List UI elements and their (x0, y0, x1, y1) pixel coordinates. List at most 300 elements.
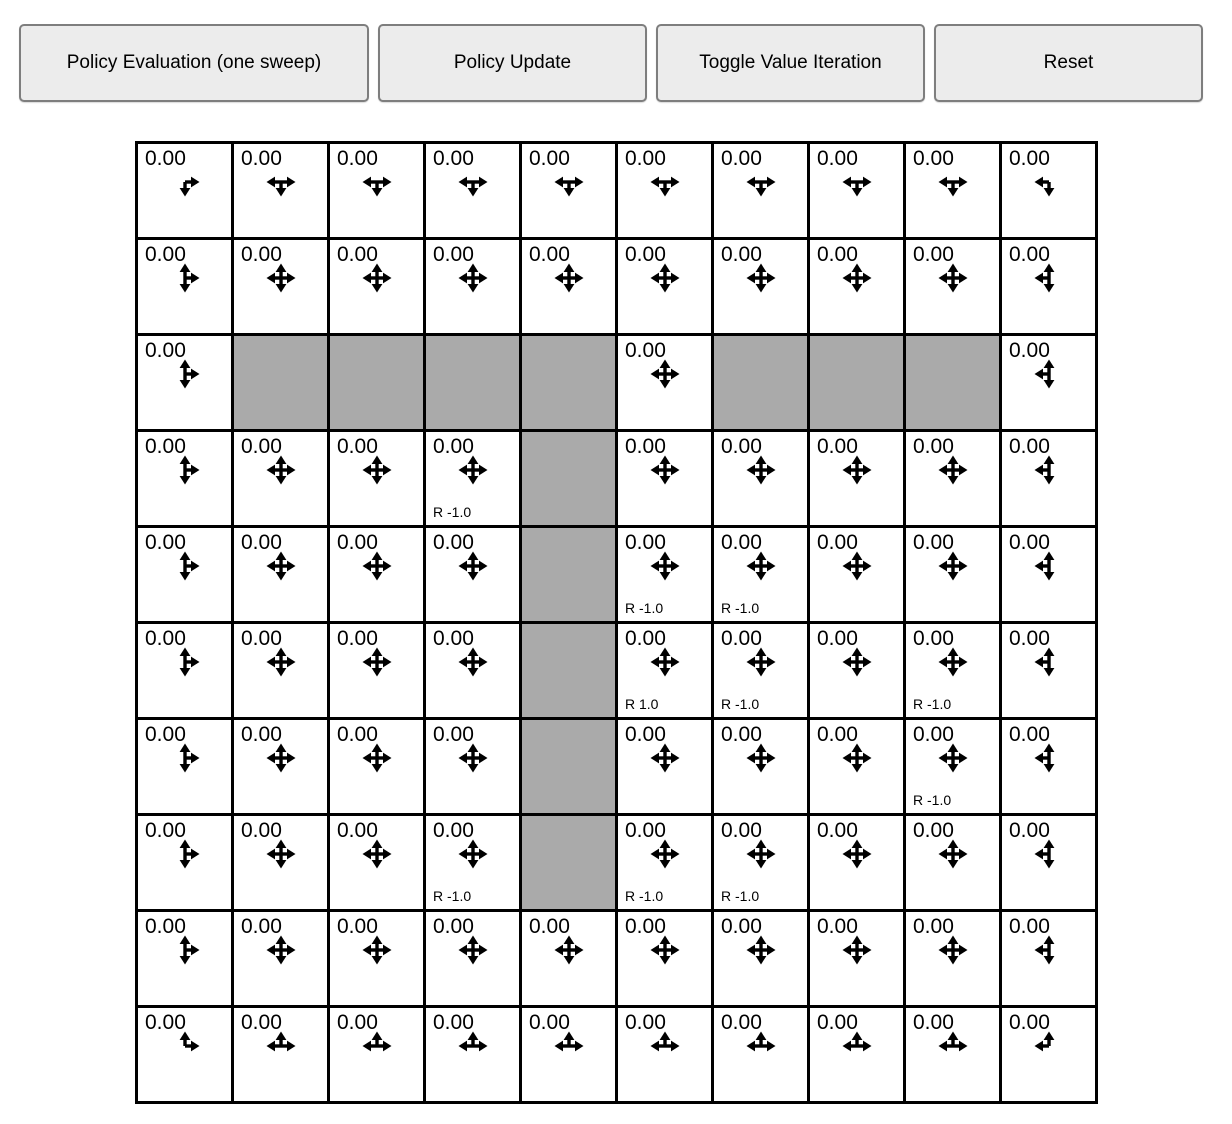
grid-cell-4-9[interactable] (1002, 528, 1095, 621)
policy-arrows (138, 262, 231, 294)
grid-cell-9-4[interactable] (522, 1008, 615, 1101)
policy-arrows (1002, 838, 1095, 870)
policy-arrow-udlr-icon (649, 838, 681, 870)
policy-arrow-udlr-icon (265, 934, 297, 966)
grid-cell-4-3[interactable] (426, 528, 519, 621)
policy-arrow-udlr-icon (457, 262, 489, 294)
policy-arrow-udlr-icon (937, 838, 969, 870)
grid-cell-4-1[interactable] (234, 528, 327, 621)
policy-arrows (1002, 262, 1095, 294)
policy-arrows (714, 934, 807, 966)
state-value: 0.00 (145, 723, 186, 746)
state-value: 0.00 (721, 627, 762, 650)
state-value: 0.00 (913, 915, 954, 938)
policy-arrow-ldr-icon (841, 166, 873, 198)
wall-cell-6-4 (522, 720, 615, 813)
grid-cell-5-7[interactable] (810, 624, 903, 717)
policy-arrow-udr-icon (169, 454, 201, 486)
policy-arrow-udl-icon (1033, 934, 1065, 966)
policy-arrow-udlr-icon (937, 646, 969, 678)
grid-cell-9-0[interactable] (138, 1008, 231, 1101)
policy-arrows (714, 166, 807, 198)
state-value: 0.00 (337, 627, 378, 650)
policy-arrow-udlr-icon (361, 934, 393, 966)
state-value: 0.00 (337, 435, 378, 458)
state-value: 0.00 (721, 435, 762, 458)
grid-cell-0-1[interactable] (234, 144, 327, 237)
policy-arrows (234, 646, 327, 678)
state-value: 0.00 (337, 243, 378, 266)
state-value: 0.00 (433, 627, 474, 650)
state-value: 0.00 (721, 915, 762, 938)
state-value: 0.00 (625, 243, 666, 266)
policy-arrows (810, 742, 903, 774)
grid-cell-9-7[interactable] (810, 1008, 903, 1101)
grid-cell-8-7[interactable] (810, 912, 903, 1005)
grid-cell-0-2[interactable] (330, 144, 423, 237)
policy-arrows (1002, 550, 1095, 582)
state-value: 0.00 (1009, 435, 1050, 458)
wall-cell-2-8 (906, 336, 999, 429)
policy-evaluation-button[interactable]: Policy Evaluation (one sweep) (19, 24, 369, 102)
state-value: 0.00 (817, 147, 858, 170)
grid-cell-7-6[interactable] (714, 816, 807, 909)
state-value: 0.00 (721, 1011, 762, 1034)
policy-arrows (138, 358, 231, 390)
policy-arrow-udlr-icon (649, 454, 681, 486)
grid-cell-7-5[interactable] (618, 816, 711, 909)
state-value: 0.00 (625, 531, 666, 554)
grid-cell-9-2[interactable] (330, 1008, 423, 1101)
policy-arrows (330, 166, 423, 198)
grid-cell-8-5[interactable] (618, 912, 711, 1005)
state-value: 0.00 (817, 627, 858, 650)
policy-arrows (234, 550, 327, 582)
grid-cell-9-9[interactable] (1002, 1008, 1095, 1101)
reset-button[interactable]: Reset (934, 24, 1203, 102)
reward-label: R -1.0 (721, 888, 760, 904)
policy-arrows (426, 166, 519, 198)
state-value: 0.00 (625, 339, 666, 362)
grid-cell-7-7[interactable] (810, 816, 903, 909)
state-value: 0.00 (913, 435, 954, 458)
state-value: 0.00 (913, 243, 954, 266)
grid-cell-8-6[interactable] (714, 912, 807, 1005)
policy-arrow-udlr-icon (937, 454, 969, 486)
policy-arrows (426, 646, 519, 678)
grid-cell-5-5[interactable] (618, 624, 711, 717)
policy-arrow-udlr-icon (937, 262, 969, 294)
policy-arrows (426, 934, 519, 966)
toggle-value-iteration-button[interactable]: Toggle Value Iteration (656, 24, 925, 102)
state-value: 0.00 (433, 915, 474, 938)
grid-cell-8-4[interactable] (522, 912, 615, 1005)
policy-arrow-udlr-icon (841, 550, 873, 582)
policy-arrow-udlr-icon (649, 358, 681, 390)
wall-cell-2-4 (522, 336, 615, 429)
grid-cell-7-3[interactable] (426, 816, 519, 909)
policy-arrow-udl-icon (1033, 358, 1065, 390)
policy-arrow-ld-icon (1033, 166, 1065, 198)
grid-cell-6-0[interactable] (138, 720, 231, 813)
policy-arrow-udlr-icon (265, 742, 297, 774)
policy-arrows (330, 454, 423, 486)
policy-arrow-ldr-icon (265, 166, 297, 198)
state-value: 0.00 (817, 243, 858, 266)
grid-cell-4-7[interactable] (810, 528, 903, 621)
state-value: 0.00 (913, 531, 954, 554)
state-value: 0.00 (1009, 627, 1050, 650)
grid-cell-5-0[interactable] (138, 624, 231, 717)
reward-label: R -1.0 (721, 696, 760, 712)
policy-arrow-udlr-icon (745, 646, 777, 678)
gridworld (135, 141, 1098, 1104)
state-value: 0.00 (625, 435, 666, 458)
policy-arrow-ldr-icon (457, 166, 489, 198)
state-value: 0.00 (145, 339, 186, 362)
grid-cell-9-8[interactable] (906, 1008, 999, 1101)
state-value: 0.00 (625, 147, 666, 170)
grid-cell-5-2[interactable] (330, 624, 423, 717)
policy-arrows (426, 262, 519, 294)
grid-cell-9-5[interactable] (618, 1008, 711, 1101)
state-value: 0.00 (337, 531, 378, 554)
grid-cell-5-6[interactable] (714, 624, 807, 717)
policy-arrows (810, 646, 903, 678)
policy-arrow-udlr-icon (841, 646, 873, 678)
wall-cell-5-4 (522, 624, 615, 717)
policy-arrow-ldr-icon (361, 166, 393, 198)
state-value: 0.00 (433, 723, 474, 746)
grid-cell-5-8[interactable] (906, 624, 999, 717)
policy-arrows (330, 1030, 423, 1062)
policy-arrow-udlr-icon (265, 838, 297, 870)
policy-arrow-udlr-icon (361, 742, 393, 774)
grid-cell-3-8[interactable] (906, 432, 999, 525)
policy-arrows (330, 838, 423, 870)
grid-cell-8-2[interactable] (330, 912, 423, 1005)
grid-cell-3-5[interactable] (618, 432, 711, 525)
policy-arrow-udl-icon (1033, 838, 1065, 870)
grid-cell-2-5[interactable] (618, 336, 711, 429)
state-value: 0.00 (913, 1011, 954, 1034)
policy-arrow-udlr-icon (937, 742, 969, 774)
policy-arrows (1002, 934, 1095, 966)
grid-cell-1-1[interactable] (234, 240, 327, 333)
policy-arrows (810, 166, 903, 198)
grid-cell-7-1[interactable] (234, 816, 327, 909)
grid-cell-6-9[interactable] (1002, 720, 1095, 813)
grid-cell-1-6[interactable] (714, 240, 807, 333)
grid-cell-0-4[interactable] (522, 144, 615, 237)
policy-arrows (138, 550, 231, 582)
grid-cell-8-3[interactable] (426, 912, 519, 1005)
policy-arrow-udlr-icon (649, 934, 681, 966)
policy-arrow-udlr-icon (649, 646, 681, 678)
policy-arrow-ldr-icon (649, 166, 681, 198)
grid-cell-8-8[interactable] (906, 912, 999, 1005)
grid-cell-0-8[interactable] (906, 144, 999, 237)
grid-cell-5-1[interactable] (234, 624, 327, 717)
policy-arrow-udlr-icon (361, 550, 393, 582)
policy-arrows (426, 838, 519, 870)
policy-arrow-udl-icon (1033, 262, 1065, 294)
grid-cell-6-1[interactable] (234, 720, 327, 813)
grid-cell-1-4[interactable] (522, 240, 615, 333)
grid-cell-4-8[interactable] (906, 528, 999, 621)
state-value: 0.00 (241, 1011, 282, 1034)
reward-label: R -1.0 (913, 792, 952, 808)
policy-arrows (426, 742, 519, 774)
grid-cell-1-2[interactable] (330, 240, 423, 333)
state-value: 0.00 (433, 147, 474, 170)
policy-arrows (1002, 1030, 1095, 1062)
policy-arrows (234, 454, 327, 486)
policy-arrows (138, 742, 231, 774)
policy-arrow-udlr-icon (745, 454, 777, 486)
state-value: 0.00 (145, 1011, 186, 1034)
grid-cell-1-7[interactable] (810, 240, 903, 333)
policy-arrows (714, 262, 807, 294)
policy-arrow-lur-icon (745, 1030, 777, 1062)
wall-cell-7-4 (522, 816, 615, 909)
grid-cell-1-9[interactable] (1002, 240, 1095, 333)
policy-arrow-udlr-icon (265, 646, 297, 678)
policy-update-button[interactable]: Policy Update (378, 24, 647, 102)
grid-cell-3-1[interactable] (234, 432, 327, 525)
reward-label: R 1.0 (625, 696, 659, 712)
policy-arrow-lur-icon (841, 1030, 873, 1062)
policy-arrow-udlr-icon (841, 742, 873, 774)
policy-arrows (714, 742, 807, 774)
grid-cell-1-8[interactable] (906, 240, 999, 333)
grid-cell-6-2[interactable] (330, 720, 423, 813)
policy-arrow-lu-icon (1033, 1030, 1065, 1062)
state-value: 0.00 (625, 1011, 666, 1034)
grid-cell-8-1[interactable] (234, 912, 327, 1005)
grid-cell-4-5[interactable] (618, 528, 711, 621)
policy-arrows (714, 1030, 807, 1062)
policy-arrows (618, 934, 711, 966)
policy-arrow-lur-icon (361, 1030, 393, 1062)
grid-cell-1-0[interactable] (138, 240, 231, 333)
policy-arrow-udlr-icon (649, 550, 681, 582)
grid-cell-3-2[interactable] (330, 432, 423, 525)
grid-cell-9-1[interactable] (234, 1008, 327, 1101)
state-value: 0.00 (1009, 339, 1050, 362)
policy-arrow-lur-icon (649, 1030, 681, 1062)
state-value: 0.00 (817, 723, 858, 746)
policy-arrows (426, 550, 519, 582)
grid-cell-3-6[interactable] (714, 432, 807, 525)
grid-cell-4-2[interactable] (330, 528, 423, 621)
policy-arrows (330, 262, 423, 294)
grid-cell-0-3[interactable] (426, 144, 519, 237)
policy-arrow-udlr-icon (841, 262, 873, 294)
policy-arrows (810, 550, 903, 582)
grid-cell-3-3[interactable] (426, 432, 519, 525)
policy-arrow-udr-icon (169, 934, 201, 966)
state-value: 0.00 (337, 147, 378, 170)
policy-arrow-udlr-icon (361, 646, 393, 678)
grid-cell-0-6[interactable] (714, 144, 807, 237)
policy-arrows (618, 262, 711, 294)
grid-cell-4-6[interactable] (714, 528, 807, 621)
policy-arrow-lur-icon (265, 1030, 297, 1062)
policy-arrows (714, 550, 807, 582)
grid-cell-6-6[interactable] (714, 720, 807, 813)
grid-cell-0-5[interactable] (618, 144, 711, 237)
state-value: 0.00 (913, 819, 954, 842)
state-value: 0.00 (721, 531, 762, 554)
state-value: 0.00 (241, 147, 282, 170)
state-value: 0.00 (433, 531, 474, 554)
policy-arrow-udr-icon (169, 646, 201, 678)
state-value: 0.00 (721, 243, 762, 266)
state-value: 0.00 (241, 915, 282, 938)
state-value: 0.00 (817, 915, 858, 938)
policy-arrows (618, 1030, 711, 1062)
grid-cell-7-2[interactable] (330, 816, 423, 909)
state-value: 0.00 (721, 819, 762, 842)
grid-cell-6-5[interactable] (618, 720, 711, 813)
state-value: 0.00 (1009, 147, 1050, 170)
grid-cell-3-9[interactable] (1002, 432, 1095, 525)
grid-cell-2-9[interactable] (1002, 336, 1095, 429)
state-value: 0.00 (529, 915, 570, 938)
policy-arrow-udlr-icon (265, 454, 297, 486)
state-value: 0.00 (337, 819, 378, 842)
policy-arrows (330, 550, 423, 582)
grid-cell-9-3[interactable] (426, 1008, 519, 1101)
grid-cell-5-3[interactable] (426, 624, 519, 717)
wall-cell-3-4 (522, 432, 615, 525)
wall-cell-2-2 (330, 336, 423, 429)
state-value: 0.00 (433, 243, 474, 266)
reward-label: R -1.0 (913, 696, 952, 712)
grid-cell-5-9[interactable] (1002, 624, 1095, 717)
grid-cell-9-6[interactable] (714, 1008, 807, 1101)
grid-cell-7-8[interactable] (906, 816, 999, 909)
policy-arrow-udlr-icon (745, 550, 777, 582)
policy-arrow-udlr-icon (745, 262, 777, 294)
policy-arrows (714, 838, 807, 870)
policy-arrow-udlr-icon (457, 838, 489, 870)
policy-arrows (234, 166, 327, 198)
policy-arrows (426, 454, 519, 486)
policy-arrows (522, 1030, 615, 1062)
state-value: 0.00 (1009, 531, 1050, 554)
policy-arrows (618, 838, 711, 870)
policy-arrow-udlr-icon (937, 550, 969, 582)
policy-arrows (1002, 742, 1095, 774)
policy-arrow-ldr-icon (553, 166, 585, 198)
policy-arrow-udlr-icon (745, 934, 777, 966)
policy-arrows (714, 454, 807, 486)
state-value: 0.00 (241, 723, 282, 746)
grid-cell-1-3[interactable] (426, 240, 519, 333)
toolbar (0, 0, 1232, 102)
state-value: 0.00 (721, 723, 762, 746)
state-value: 0.00 (1009, 1011, 1050, 1034)
reward-label: R -1.0 (433, 504, 472, 520)
policy-arrows (810, 934, 903, 966)
policy-arrows (330, 742, 423, 774)
policy-arrows (906, 646, 999, 678)
policy-arrow-udlr-icon (457, 550, 489, 582)
state-value: 0.00 (721, 147, 762, 170)
grid-cell-6-8[interactable] (906, 720, 999, 813)
grid-cell-6-3[interactable] (426, 720, 519, 813)
grid-cell-8-0[interactable] (138, 912, 231, 1005)
policy-arrows (906, 934, 999, 966)
reward-label: R -1.0 (721, 600, 760, 616)
policy-arrow-udlr-icon (553, 262, 585, 294)
state-value: 0.00 (241, 243, 282, 266)
grid-cell-1-5[interactable] (618, 240, 711, 333)
grid-cell-0-0[interactable] (138, 144, 231, 237)
policy-arrows (234, 1030, 327, 1062)
policy-arrow-udlr-icon (457, 646, 489, 678)
grid-cell-8-9[interactable] (1002, 912, 1095, 1005)
policy-arrow-udlr-icon (649, 742, 681, 774)
policy-arrow-udlr-icon (457, 454, 489, 486)
policy-arrows (138, 166, 231, 198)
state-value: 0.00 (529, 243, 570, 266)
state-value: 0.00 (145, 147, 186, 170)
grid-cell-3-7[interactable] (810, 432, 903, 525)
state-value: 0.00 (145, 531, 186, 554)
policy-arrow-ur-icon (169, 1030, 201, 1062)
wall-cell-2-1 (234, 336, 327, 429)
state-value: 0.00 (1009, 723, 1050, 746)
grid-cell-0-9[interactable] (1002, 144, 1095, 237)
policy-arrow-udlr-icon (841, 934, 873, 966)
policy-arrow-lur-icon (457, 1030, 489, 1062)
grid-cell-6-7[interactable] (810, 720, 903, 813)
grid-cell-3-0[interactable] (138, 432, 231, 525)
policy-arrow-udlr-icon (649, 262, 681, 294)
grid-cell-7-9[interactable] (1002, 816, 1095, 909)
state-value: 0.00 (337, 723, 378, 746)
grid-cell-2-0[interactable] (138, 336, 231, 429)
policy-arrow-ldr-icon (937, 166, 969, 198)
wall-cell-2-3 (426, 336, 519, 429)
policy-arrow-udlr-icon (841, 838, 873, 870)
policy-arrows (618, 550, 711, 582)
grid-cell-4-0[interactable] (138, 528, 231, 621)
state-value: 0.00 (241, 627, 282, 650)
state-value: 0.00 (529, 1011, 570, 1034)
grid-cell-0-7[interactable] (810, 144, 903, 237)
policy-arrow-udlr-icon (361, 454, 393, 486)
policy-arrow-dr-icon (169, 166, 201, 198)
policy-arrows (330, 646, 423, 678)
policy-arrows (810, 262, 903, 294)
policy-arrows (906, 262, 999, 294)
state-value: 0.00 (1009, 915, 1050, 938)
policy-arrow-udlr-icon (745, 742, 777, 774)
wall-cell-4-4 (522, 528, 615, 621)
grid-cell-7-0[interactable] (138, 816, 231, 909)
state-value: 0.00 (241, 435, 282, 458)
policy-arrows (1002, 646, 1095, 678)
reward-label: R -1.0 (625, 888, 664, 904)
policy-arrow-udlr-icon (553, 934, 585, 966)
policy-arrow-udlr-icon (265, 550, 297, 582)
state-value: 0.00 (433, 1011, 474, 1034)
policy-arrow-udr-icon (169, 742, 201, 774)
